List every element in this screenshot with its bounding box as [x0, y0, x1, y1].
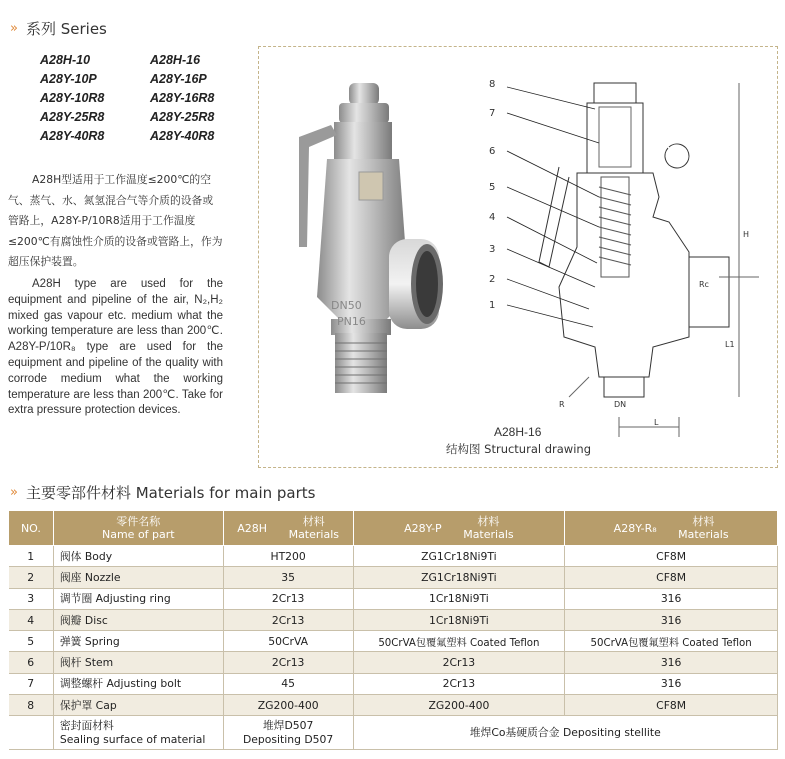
part-label: 3 — [489, 244, 496, 255]
table-row — [9, 652, 778, 673]
sealing-a28h-cn: 堆焊D507 — [262, 718, 314, 732]
cell-a28yr: 316 — [565, 673, 778, 694]
part-label: 4 — [489, 212, 496, 223]
dimension-labels — [559, 230, 749, 427]
dimension-label: L — [654, 418, 659, 427]
sealing-a28h-en: Depositing D507 — [242, 732, 334, 746]
valve-marking: DN50 — [331, 299, 362, 312]
model-item: A28Y-25R8 — [150, 110, 215, 124]
cell-a28yp: 1Cr18Ni9Ti — [353, 588, 565, 609]
cell-a28yr: 316 — [565, 588, 778, 609]
cell-a28h — [223, 716, 353, 750]
sealing-name-en: Sealing surface of material — [59, 732, 206, 746]
cell-a28h: 35 — [223, 567, 353, 588]
cell-a28yp: 50CrVA包覆氟塑料 Coated Teflon — [353, 631, 565, 652]
header-materials-en: Materials — [678, 528, 729, 541]
model-list — [40, 52, 260, 145]
part-number-labels — [489, 79, 495, 311]
header-materials-block — [678, 515, 728, 541]
chevron-icon: » — [10, 485, 16, 500]
cell-a28h: 50CrVA — [223, 631, 353, 652]
model-item: A28Y-40R8 — [150, 129, 215, 143]
figure-caption-text: 结构图 Structural drawing — [446, 442, 591, 456]
table-row — [9, 588, 778, 609]
cell-a28h: 2Cr13 — [223, 609, 353, 630]
table-row — [9, 631, 778, 652]
description-cn: A28H型适用于工作温度≤200℃的空气、蒸气、水、氮氢混合气等介质的设备或管路上，A28Y-P/10R8适用于工作温度≤200℃有腐蚀性介质的设备或管路上，作为超压保护装置。 — [8, 173, 223, 268]
figure-caption-model: A28H-16 — [494, 425, 542, 439]
part-label: 6 — [489, 146, 496, 157]
cell-a28yp: ZG1Cr18Ni9Ti — [353, 567, 565, 588]
part-label: 7 — [489, 108, 496, 119]
header-materials-block — [463, 515, 513, 541]
dimension-label: R — [559, 400, 565, 409]
cell-a28h: 45 — [223, 673, 353, 694]
description-en: A28H type are used for the equipment and pipeline of the air, N₂,H₂ mixed gas vapour etc. medium what the working temperature are less than 200℃. A28Y-P/10R₈ type are used for the equipment and pipeline of the quality with corrode medium what the working temperature are less than 200℃. Take for extra pressure protection devices. — [8, 278, 223, 417]
model-item: A28Y-10P — [40, 72, 97, 86]
header-model: A28Y-P — [404, 521, 442, 535]
header-a28yp — [353, 511, 565, 546]
cell-no: 2 — [9, 567, 54, 588]
cell-a28yr: CF8M — [565, 567, 778, 588]
header-materials-en: Materials — [463, 528, 514, 541]
header-materials-block — [289, 515, 339, 541]
header-materials-cn: 材料 — [477, 515, 500, 528]
cell-sealing-others: 堆焊Co基硬质合金 Depositing stellite — [353, 716, 777, 750]
cell-name: 调整螺杆 Adjusting bolt — [53, 673, 223, 694]
valve-photo — [299, 83, 443, 393]
cell-no: 7 — [9, 673, 54, 694]
cell-a28h: ZG200-400 — [223, 695, 353, 716]
part-label: 1 — [489, 300, 496, 311]
part-label: 2 — [489, 274, 496, 285]
dimension-label: DN — [614, 400, 627, 409]
valve-illustration — [259, 47, 779, 469]
table-row — [9, 695, 778, 716]
table-row — [9, 567, 778, 588]
cell-name: 阀体 Body — [53, 546, 223, 567]
cell-name: 弹簧 Spring — [53, 631, 223, 652]
series-heading-text: 系列 Series — [25, 20, 107, 38]
table-row — [9, 673, 778, 694]
model-item: A28H-16 — [150, 53, 201, 67]
cell-a28h: 2Cr13 — [223, 588, 353, 609]
cell-no — [9, 716, 54, 750]
table-row — [9, 546, 778, 567]
header-materials-cn: 材料 — [692, 515, 715, 528]
cell-name: 阀座 Nozzle — [53, 567, 223, 588]
cell-a28h: HT200 — [223, 546, 353, 567]
header-model: A28Y-R₈ — [613, 521, 657, 535]
cell-no: 3 — [9, 588, 54, 609]
series-heading — [10, 18, 107, 39]
cell-no: 6 — [9, 652, 54, 673]
cell-a28yr: 50CrVA包覆氟塑料 Coated Teflon — [565, 631, 778, 652]
cell-name: 阀杆 Stem — [53, 652, 223, 673]
materials-table — [8, 510, 778, 750]
part-label: 5 — [489, 182, 496, 193]
materials-heading — [10, 482, 315, 503]
header-model: A28H — [237, 521, 268, 535]
header-part-name — [53, 511, 223, 546]
model-item: A28Y-16R8 — [150, 91, 215, 105]
cell-no: 8 — [9, 695, 54, 716]
model-item: A28Y-10R8 — [40, 91, 105, 105]
cell-name: 阀瓣 Disc — [53, 609, 223, 630]
cell-a28h: 2Cr13 — [223, 652, 353, 673]
header-no: NO. — [9, 511, 54, 546]
header-a28h — [223, 511, 353, 546]
header-a28yr — [565, 511, 778, 546]
cell-a28yr: 316 — [565, 652, 778, 673]
materials-heading-text: 主要零部件材料 Materials for main parts — [25, 484, 316, 502]
structural-drawing — [507, 83, 759, 437]
cell-a28yp: 2Cr13 — [353, 652, 565, 673]
cell-a28yp: ZG1Cr18Ni9Ti — [353, 546, 565, 567]
cell-a28yp: 2Cr13 — [353, 673, 565, 694]
dimension-label: Rc — [699, 280, 709, 289]
part-label: 8 — [489, 79, 496, 90]
cell-a28yp: 1Cr18Ni9Ti — [353, 609, 565, 630]
header-part-name-cn: 零件名称 — [116, 515, 161, 528]
header-materials-cn: 材料 — [302, 515, 325, 528]
cell-no: 1 — [9, 546, 54, 567]
table-header-row — [9, 511, 778, 546]
cell-name: 保护罩 Cap — [53, 695, 223, 716]
cell-a28yr: CF8M — [565, 546, 778, 567]
cell-a28yp: ZG200-400 — [353, 695, 565, 716]
table-row-sealing — [9, 716, 778, 750]
cell-a28yr: 316 — [565, 609, 778, 630]
valve-marking: PN16 — [337, 315, 366, 328]
cell-name: 调节圈 Adjusting ring — [53, 588, 223, 609]
model-item: A28Y-25R8 — [40, 110, 105, 124]
cell-name — [53, 716, 223, 750]
dimension-label: L1 — [725, 340, 735, 349]
dimension-label: H — [743, 230, 750, 239]
cell-a28yr: CF8M — [565, 695, 778, 716]
structural-figure — [258, 46, 778, 468]
model-item: A28Y-16P — [150, 72, 207, 86]
model-item: A28Y-40R8 — [40, 129, 105, 143]
header-part-name-en: Name of part — [102, 528, 175, 541]
sealing-name-cn: 密封面材料 — [59, 718, 114, 732]
cell-no: 5 — [9, 631, 54, 652]
model-item: A28H-10 — [40, 53, 91, 67]
table-row — [9, 609, 778, 630]
header-materials-en: Materials — [288, 528, 339, 541]
chevron-icon: » — [10, 21, 16, 36]
cell-no: 4 — [9, 609, 54, 630]
